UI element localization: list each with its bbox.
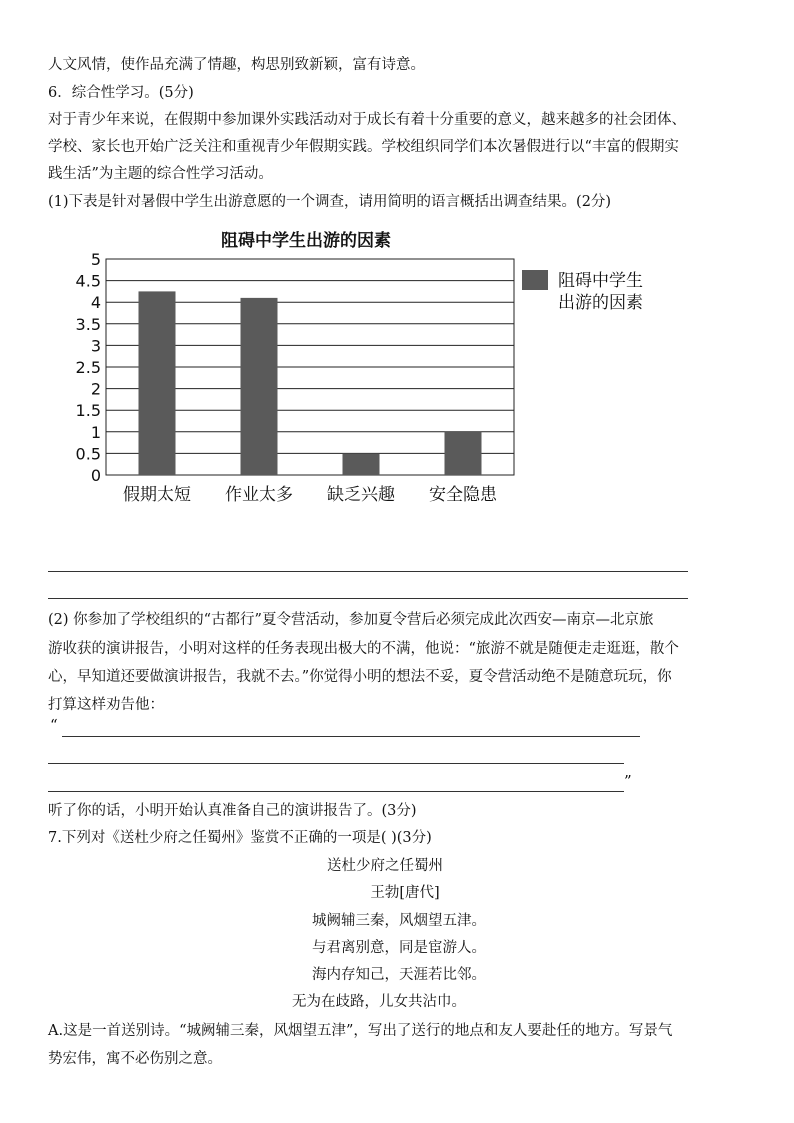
y-tick-label: 4.5	[75, 271, 101, 291]
y-tick-label: 1	[90, 422, 101, 442]
y-tick-label: 0.5	[75, 444, 101, 464]
x-category-label: 作业太多	[225, 485, 293, 505]
answer-line[interactable]	[62, 736, 640, 737]
option-a: A.这是一首送别诗。“城阙辅三秦，风烟望五津”，写出了送行的地点和友人要赴任的地方。写景气	[48, 1023, 673, 1039]
answer-line[interactable]	[48, 763, 624, 764]
poem-line: 与君离别意，同是宦游人。	[312, 940, 486, 956]
poem-line: 无为在歧路，儿女共沾巾。	[292, 994, 466, 1010]
poem-author: 王勃[唐代]	[370, 885, 440, 901]
bar	[445, 432, 482, 475]
y-tick-label: 0	[90, 466, 101, 485]
close-quote-mark: ”	[624, 772, 632, 790]
bar	[139, 291, 176, 475]
answer-line[interactable]	[48, 598, 688, 599]
y-tick-label: 4	[90, 293, 101, 313]
y-axis-ticks	[76, 250, 101, 485]
y-tick-label: 3	[90, 336, 101, 356]
bar	[241, 298, 278, 475]
legend-label-line-2: 出游的因素	[558, 293, 643, 313]
question-6-2: (2) 你参加了学校组织的“古都行”夏令营活动，参加夏令营后必须完成此次西安—南京—北京旅	[48, 612, 654, 628]
answer-line[interactable]	[48, 791, 624, 792]
open-quote-mark: “	[50, 716, 58, 734]
y-tick-label: 5	[90, 250, 101, 269]
x-axis-categories	[123, 485, 498, 505]
text-line: 人文风情，使作品充满了情趣，构思别致新颖，富有诗意。	[48, 57, 425, 73]
bar-chart	[40, 224, 700, 514]
text-line: 游收获的演讲报告，小明对这样的任务表现出极大的不满，他说：“旅游不就是随便走走逛逛，散个	[48, 641, 679, 657]
poem-line: 城阙辅三秦，风烟望五津。	[312, 913, 486, 929]
text-line: 势宏伟，寓不必伤别之意。	[48, 1051, 222, 1067]
x-category-label: 安全隐患	[429, 485, 497, 505]
y-tick-label: 1.5	[75, 401, 101, 421]
chart-title: 阻碍中学生出游的因素	[221, 231, 391, 251]
text-line: 学校、家长也开始广泛关注和重视青少年假期实践。学校组织同学们本次暑假进行以“丰富的假期实	[48, 139, 679, 155]
text-line: 打算这样劝告他：	[48, 697, 164, 713]
y-tick-label: 2.5	[75, 358, 101, 377]
y-tick-label: 2	[90, 379, 101, 399]
question-6-heading: 6．综合性学习。(5分)	[48, 85, 194, 101]
text-line: 听了你的话，小明开始认真准备自己的演讲报告了。(3分)	[48, 803, 417, 819]
y-tick-label: 3.5	[75, 314, 101, 334]
legend-swatch	[522, 270, 548, 290]
poem-title: 送杜少府之任蜀州	[327, 858, 443, 874]
answer-line[interactable]	[48, 571, 688, 572]
legend-label-line-1: 阻碍中学生	[558, 271, 643, 291]
question-7: 7.下列对《送杜少府之任蜀州》鉴赏不正确的一项是( )(3分)	[48, 830, 432, 846]
text-line: 心，早知道还要做演讲报告，我就不去。”你觉得小明的想法不妥，夏令营活动绝不是随意玩玩，你	[48, 669, 672, 685]
bar	[343, 453, 380, 475]
question-6-1: (1)下表是针对暑假中学生出游意愿的一个调查，请用简明的语言概括出调查结果。(2分)	[48, 194, 612, 210]
chart-bars	[139, 291, 482, 475]
text-line: 对于青少年来说，在假期中参加课外实践活动对于成长有着十分重要的意义，越来越多的社会团体、	[48, 112, 686, 128]
x-category-label: 假期太短	[123, 485, 191, 505]
poem-line: 海内存知己，天涯若比邻。	[312, 967, 486, 983]
text-line: 践生活”为主题的综合性学习活动。	[48, 166, 273, 182]
x-category-label: 缺乏兴趣	[327, 485, 395, 505]
